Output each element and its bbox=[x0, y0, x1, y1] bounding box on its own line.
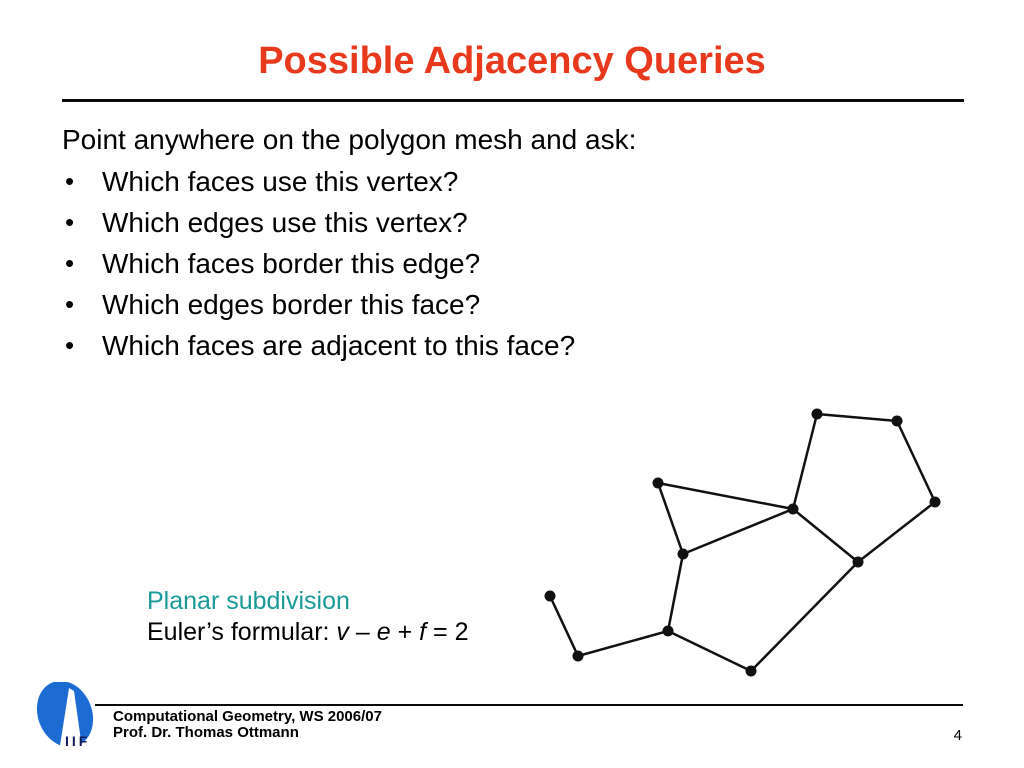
graph-edge bbox=[578, 631, 668, 656]
graph-vertex bbox=[788, 504, 799, 515]
graph-vertex bbox=[678, 549, 689, 560]
bullet-text: Which faces border this edge? bbox=[102, 248, 481, 279]
graph-edge bbox=[793, 509, 858, 562]
bullet-item bbox=[65, 325, 575, 366]
graph-edge bbox=[658, 483, 683, 554]
bullet-item bbox=[65, 243, 575, 284]
graph-edge bbox=[897, 421, 935, 502]
page-number: 4 bbox=[953, 727, 962, 744]
bullet-item bbox=[65, 284, 575, 325]
graph-edge bbox=[817, 414, 897, 421]
graph-edge bbox=[683, 509, 793, 554]
graph-edge bbox=[793, 414, 817, 509]
planar-subdivision-diagram bbox=[500, 390, 970, 700]
bullet-item bbox=[65, 202, 575, 243]
intro-text: Point anywhere on the polygon mesh and ask: bbox=[62, 124, 637, 155]
graph-vertex bbox=[853, 557, 864, 568]
logo-text: IIF bbox=[65, 733, 91, 749]
institute-logo bbox=[35, 682, 105, 754]
bullet-text: Which faces are adjacent to this face? bbox=[102, 330, 576, 361]
graph-vertex bbox=[573, 651, 584, 662]
footer-course: Computational Geometry, WS 2006/07 bbox=[113, 708, 382, 725]
bullet-marker: • bbox=[65, 330, 75, 360]
graph-edge bbox=[668, 631, 751, 671]
bullet-marker: • bbox=[65, 289, 75, 319]
bullet-marker: • bbox=[65, 207, 75, 237]
graph-edge bbox=[751, 562, 858, 671]
graph-vertex bbox=[812, 409, 823, 420]
graph-edge bbox=[658, 483, 793, 509]
graph-edge bbox=[668, 554, 683, 631]
graph-vertex bbox=[663, 626, 674, 637]
graph-vertex bbox=[892, 416, 903, 427]
bullet-marker: • bbox=[65, 248, 75, 278]
title-underline bbox=[62, 99, 964, 102]
bullet-text: Which edges border this face? bbox=[102, 289, 481, 320]
graph-vertex bbox=[545, 591, 556, 602]
bullet-item bbox=[65, 161, 575, 202]
bullet-list bbox=[65, 161, 575, 366]
diagram-caption bbox=[147, 586, 468, 648]
footer-credits bbox=[113, 709, 382, 741]
slide-title: Possible Adjacency Queries bbox=[258, 40, 766, 82]
bullet-marker: • bbox=[65, 166, 75, 196]
caption-planar-subdivision: Planar subdivision bbox=[147, 587, 350, 615]
bullet-text: Which edges use this vertex? bbox=[102, 207, 468, 238]
footer-divider bbox=[95, 704, 963, 706]
bullet-text: Which faces use this vertex? bbox=[102, 166, 459, 197]
graph-edge bbox=[550, 596, 578, 656]
graph-vertex bbox=[653, 478, 664, 489]
euler-formula: Euler’s formular: v – e + f = 2 bbox=[147, 618, 469, 646]
footer-professor: Prof. Dr. Thomas Ottmann bbox=[113, 724, 299, 741]
graph-vertex bbox=[930, 497, 941, 508]
graph-edge bbox=[858, 502, 935, 562]
graph-vertex bbox=[746, 666, 757, 677]
